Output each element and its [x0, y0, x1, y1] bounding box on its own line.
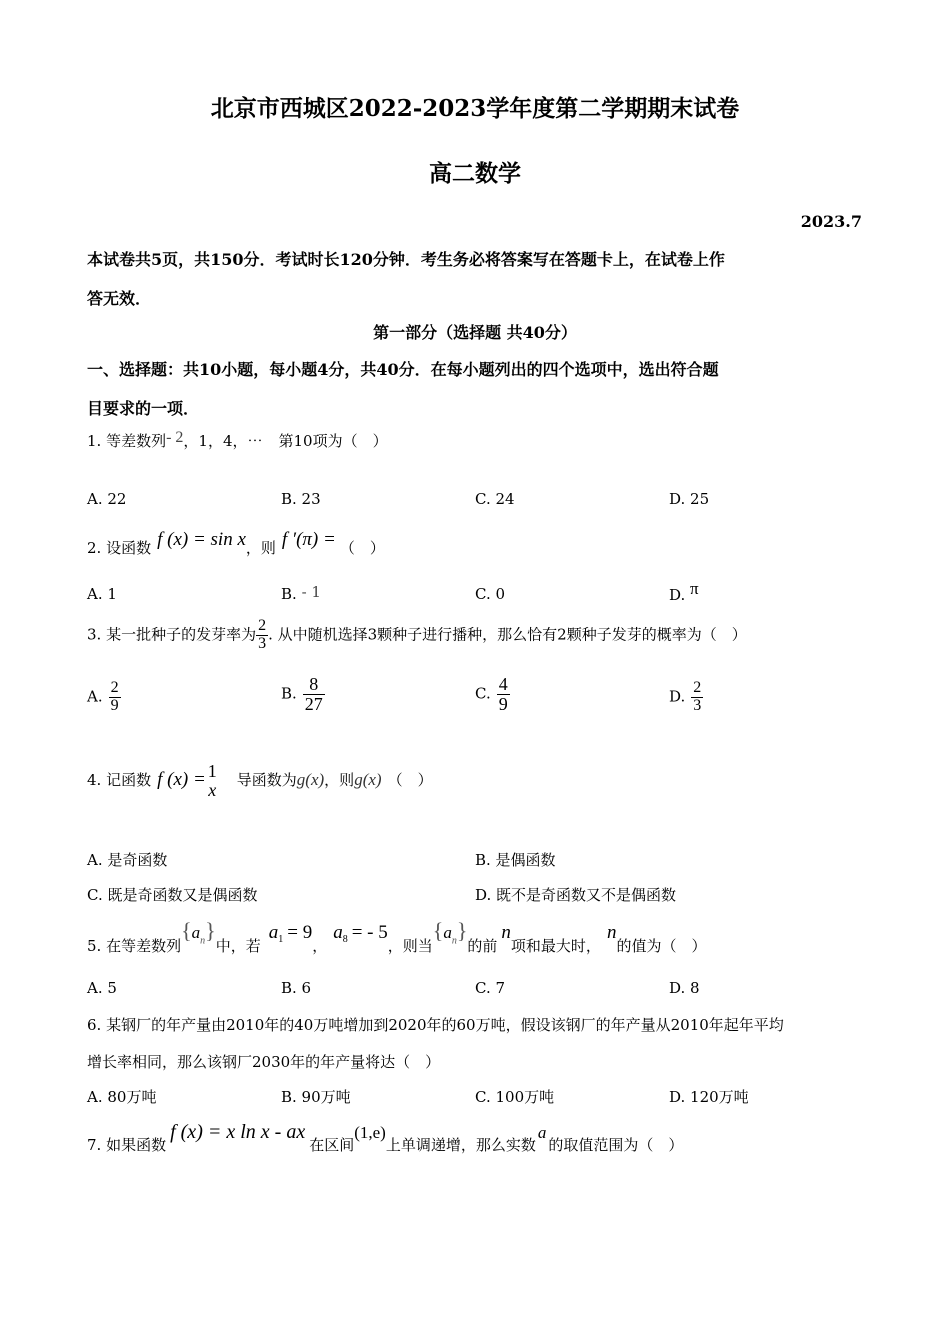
q3-option-a-label: A.: [87, 687, 103, 706]
q5-a8-sub: 8: [342, 934, 348, 945]
q4-option-b: B. 是偶函数: [475, 851, 556, 869]
exam-title: 北京市西城区2022-2023学年度第二学期期末试卷: [210, 95, 740, 122]
q1-prefix: 1. 等差数列: [87, 432, 167, 450]
question-5: 5. 在等差数列$\{a_n\}$中，若$a_1 = 9$，$a_8$ = - 5，则当$\{a_n\}$的前n项和最大时，n的值为（ ）: [87, 918, 707, 955]
q3-option-a-den: 9: [110, 696, 119, 714]
q5-a1: a: [268, 922, 279, 943]
q5-a1-sub: 1: [278, 934, 284, 945]
q4-prefix: 4. 记函数: [87, 770, 152, 789]
q2-option-d-label: D.: [669, 586, 686, 604]
q5-mid3: 的前: [467, 937, 498, 955]
question-4: [87, 762, 433, 800]
q3-option-d-fraction: [691, 680, 703, 715]
q5-seq-sub: n: [200, 935, 206, 947]
q7-prefix: 7. 如果函数: [87, 1136, 167, 1154]
q5-option-b: B. 6: [281, 979, 312, 997]
exam-date: 2023.7: [800, 212, 862, 231]
q5-sequence-brace: $\{a_n\}$: [181, 918, 216, 947]
q5-n1: n: [501, 922, 511, 943]
q3-option-c: [475, 675, 510, 714]
q3-option-d-label: D.: [669, 687, 686, 706]
q4-suffix: （ ）: [387, 770, 433, 789]
q3-option-c-num: 4: [498, 674, 508, 694]
q7-mid2: 上单调递增，那么实数: [385, 1136, 536, 1154]
q3-option-d-den: 3: [693, 696, 702, 714]
question-2: [87, 529, 385, 559]
q2-function: f (x) = sin x: [157, 529, 246, 550]
question-3: [87, 618, 747, 653]
q3-suffix: . 从中随机选择3颗种子进行播种，那么恰有2颗种子发芽的概率为（ ）: [268, 625, 747, 644]
q5-n2: n: [606, 922, 617, 943]
q3-prefix: 3. 某一批种子的发芽率为: [87, 625, 257, 644]
section-intro-line-1: 一、选择题：共10小题，每小题4分，共40分．在每小题列出的四个选项中，选出符合题: [87, 360, 719, 379]
q2-option-a-value: 1: [107, 585, 117, 603]
q5-seq2-sub: n: [451, 935, 457, 947]
instruction-line-2: 答无效．: [87, 289, 152, 308]
q1-option-d: D. 25: [669, 490, 710, 508]
q3-option-d: [669, 680, 703, 715]
q3-option-a: [87, 680, 121, 715]
question-1: [87, 430, 388, 451]
q4-function-lhs: f (x) =: [157, 768, 206, 790]
q7-suffix: 的取值范围为（ ）: [548, 1136, 684, 1154]
q5-a8: a: [333, 922, 343, 943]
q3-option-c-fraction: [497, 675, 510, 714]
q6-option-c: C. 100万吨: [475, 1088, 555, 1106]
q2-option-b-value: - 1: [301, 583, 321, 601]
q1-option-a: A. 22: [87, 490, 127, 508]
q5-prefix: 5. 在等差数列: [87, 937, 182, 955]
q5-mid4: 项和最大时，: [510, 937, 601, 955]
q6-option-d: D. 120万吨: [669, 1088, 749, 1106]
q5-seq2: a: [443, 923, 452, 942]
q2-option-a-label: A.: [87, 585, 103, 603]
q3-option-a-num: 2: [110, 679, 119, 696]
q2-option-b: [281, 585, 321, 603]
q5-a8-value: = - 5: [351, 922, 388, 943]
q4-mid2: ，则: [324, 770, 355, 789]
question-6-line-1: 6. 某钢厂的年产量由2010年的40万吨增加到2020年的60万吨，假设该钢厂的年产量从2010年起年平均: [87, 1016, 784, 1034]
q4-function-den: x: [208, 779, 217, 800]
instruction-line-1: 本试卷共5页，共150分．考试时长120分钟．考生务必将答案写在答题卡上，在试卷上作: [87, 250, 725, 269]
part-title: 第一部分（选择题 共40分）: [373, 323, 577, 342]
q7-interval: (1,e): [354, 1123, 386, 1142]
q2-option-d-value: π: [690, 579, 699, 598]
q1-option-c: C. 24: [475, 490, 515, 508]
q3-option-b-den: 27: [304, 693, 323, 714]
q4-function-num: 1: [207, 761, 217, 781]
q4-mid: 导函数为: [236, 770, 297, 789]
q3-option-a-fraction: [109, 680, 121, 715]
q4-option-a: A. 是奇函数: [87, 851, 168, 869]
q2-option-b-label: B.: [281, 585, 297, 603]
q3-rate-num: 2: [258, 617, 267, 634]
q2-derivative: f ′(π) =: [281, 529, 336, 550]
q4-g1: g(x): [296, 769, 325, 789]
q6-option-a: A. 80万吨: [87, 1088, 157, 1106]
q3-option-b-label: B.: [281, 684, 297, 703]
q2-suffix: （ ）: [339, 539, 385, 557]
q6-option-b: B. 90万吨: [281, 1088, 351, 1106]
q3-option-c-den: 9: [498, 693, 508, 714]
q3-option-c-label: C.: [475, 684, 491, 703]
q4-option-c: C. 既是奇函数又是偶函数: [87, 886, 258, 904]
q5-suffix: 的值为（ ）: [616, 937, 707, 955]
q5-a1-value: = 9: [287, 922, 313, 943]
q1-option-b: B. 23: [281, 490, 321, 508]
question-7: [87, 1121, 684, 1154]
q2-option-a: [87, 585, 117, 603]
q4-function-fraction: [206, 762, 219, 800]
q3-rate-den: 3: [258, 634, 267, 652]
q3-option-b: [281, 675, 325, 714]
q1-first-term: - 2: [166, 429, 184, 446]
exam-subject: 高二数学: [429, 160, 521, 187]
q7-mid: 在区间: [309, 1136, 355, 1154]
q3-option-b-fraction: [303, 675, 325, 714]
q1-suffix: 第10项为（ ）: [278, 432, 388, 450]
q2-option-c-label: C.: [475, 585, 491, 603]
question-6-line-2: 增长率相同，那么该钢厂2030年的年产量将达（ ）: [87, 1053, 441, 1071]
q2-option-d: [669, 579, 699, 605]
q2-option-c: [475, 585, 505, 603]
q3-rate-fraction: [256, 618, 268, 653]
q3-option-d-num: 2: [693, 679, 702, 696]
q7-var: a: [537, 1123, 547, 1142]
q5-mid1: 中，若: [215, 937, 261, 955]
q5-seq: a: [191, 923, 201, 942]
q4-g2: g(x): [354, 769, 382, 789]
q3-option-b-num: 8: [309, 674, 319, 694]
q5-option-c: C. 7: [475, 979, 506, 997]
q2-prefix: 2. 设函数: [87, 539, 152, 557]
q1-sequence: ，1，4，⋯: [183, 432, 263, 450]
q2-option-c-value: 0: [495, 585, 506, 603]
q5-mid2: ，则当: [387, 937, 433, 955]
q5-sequence2-brace: $\{a_n\}$: [432, 918, 468, 947]
q2-mid: ，则: [245, 539, 276, 557]
section-intro-line-2: 目要求的一项．: [87, 399, 200, 418]
q7-function: f (x) = x ln x - ax: [170, 1121, 306, 1143]
q4-option-d: D. 既不是奇函数又不是偶函数: [475, 886, 677, 904]
q5-option-d: D. 8: [669, 979, 700, 997]
q5-option-a: A. 5: [87, 979, 117, 997]
